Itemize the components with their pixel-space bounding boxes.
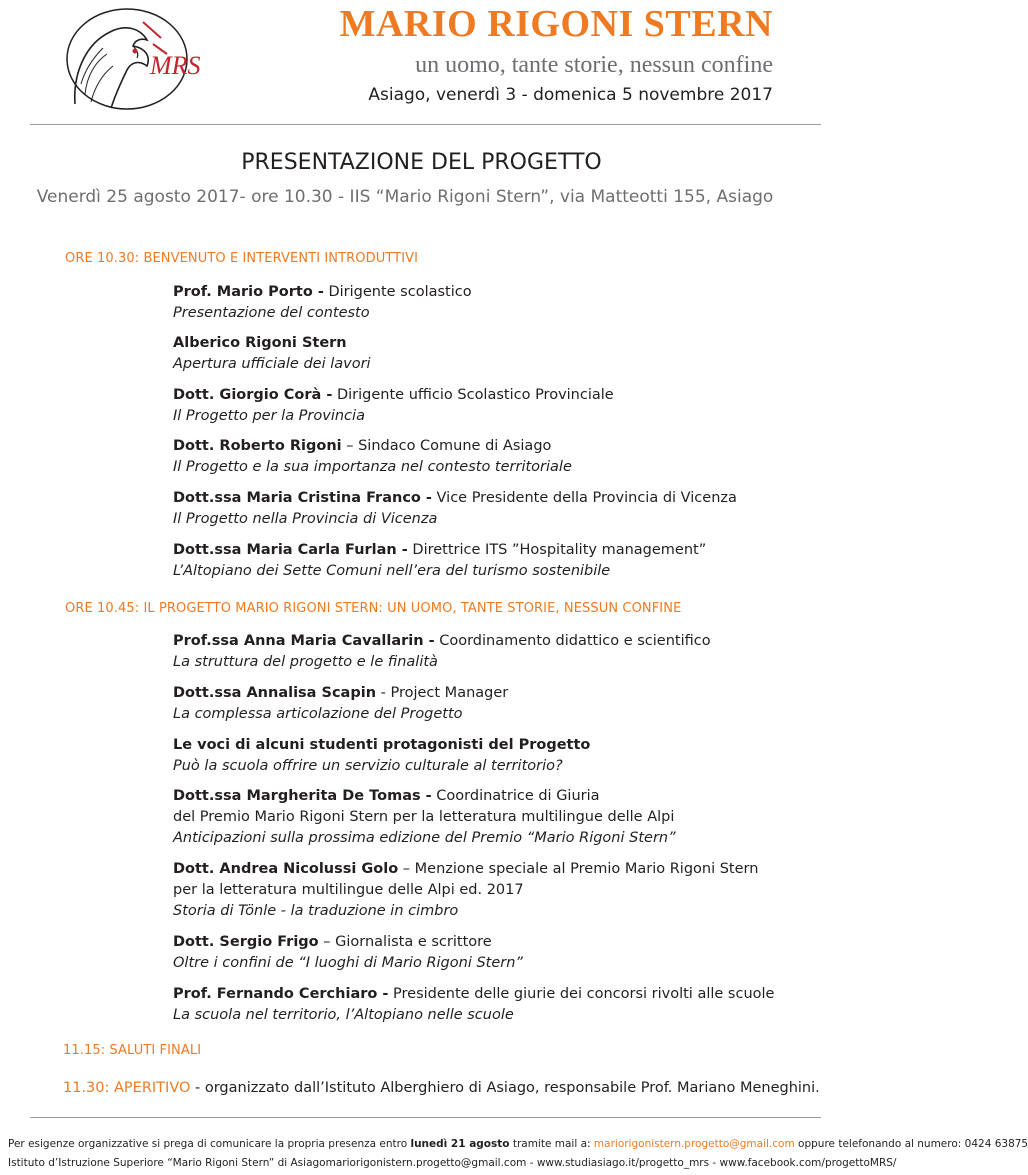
speaker-name: Prof.ssa Anna Maria Cavallarin - <box>173 633 435 649</box>
speaker-role: – Giornalista e scrittore <box>318 934 492 950</box>
footer-divider <box>30 1117 821 1118</box>
section-heading-welcome: ORE 10.30: BENVENUTO E INTERVENTI INTRODUTTIVI <box>65 251 419 266</box>
footer-phone: oppure telefonando al numero: 0424 63875 <box>794 1138 1028 1150</box>
talk-topic: Oltre i confini de “I luoghi di Mario Rigoni Stern” <box>173 955 523 971</box>
talk-topic: L’Altopiano dei Sette Comuni nell’era del turismo sostenibile <box>173 563 611 579</box>
speaker-name: Le voci di alcuni studenti protagonisti del Progetto <box>173 737 591 753</box>
speaker-item <box>173 984 813 1026</box>
event-dates: Asiago, venerdì 3 - domenica 5 novembre 2017 <box>368 85 773 105</box>
event-subtitle: un uomo, tante storie, nessun confine <box>415 52 773 78</box>
talk-topic: Storia di Tönle - la traduzione in cimbro <box>173 903 459 919</box>
header-divider <box>30 124 821 125</box>
speaker-name: Dott.ssa Annalisa Scapin <box>173 685 377 701</box>
eagle-logo-icon <box>55 4 201 114</box>
speaker-role: Coordinamento didattico e scientifico <box>434 633 711 649</box>
presentation-subtitle: Venerdì 25 agosto 2017- ore 10.30 - IIS “Mario Rigoni Stern”, via Matteotti 155, Asiago <box>36 187 774 207</box>
footer-email-link[interactable]: mariorigonistern.progetto@gmail.com <box>593 1138 795 1150</box>
speaker-name: Dott. Roberto Rigoni <box>173 438 342 454</box>
aperitivo-label: 11.30: APERITIVO <box>63 1080 191 1096</box>
speaker-name: Prof. Fernando Cerchiaro - <box>173 986 389 1002</box>
speaker-name: Dott.ssa Margherita De Tomas - <box>173 788 432 804</box>
logo <box>55 4 201 114</box>
speaker-name: Dott. Andrea Nicolussi Golo <box>173 861 399 877</box>
speaker-role: – Menzione speciale al Premio Mario Rigoni Stern <box>398 861 759 877</box>
speaker-role: Vice Presidente della Provincia di Vicenza <box>431 490 737 506</box>
talk-topic: Anticipazioni sulla prossima edizione del Premio “Mario Rigoni Stern” <box>173 830 676 846</box>
speaker-role: Presidente delle giurie dei concorsi rivolti alle scuole <box>388 986 775 1002</box>
talk-topic: Il Progetto per la Provincia <box>173 408 365 424</box>
speaker-item <box>173 385 813 427</box>
talk-topic: La scuola nel territorio, l’Altopiano nelle scuole <box>173 1007 514 1023</box>
speaker-item <box>173 540 813 582</box>
speaker-item <box>173 735 813 777</box>
talk-topic: Apertura ufficiale dei lavori <box>173 356 371 372</box>
logo-mark-text: MRS <box>150 51 201 80</box>
speaker-item <box>173 631 813 673</box>
talk-topic: Presentazione del contesto <box>173 305 370 321</box>
speaker-item <box>173 282 813 324</box>
speaker-item <box>173 859 813 922</box>
speaker-role-extra: del Premio Mario Rigoni Stern per la letteratura multilingue delle Alpi <box>173 809 675 825</box>
event-title: MARIO RIGONI STERN <box>339 3 773 45</box>
footer-rsvp <box>8 1138 1028 1150</box>
speaker-role: Dirigente ufficio Scolastico Provinciale <box>332 387 614 403</box>
speaker-role: Direttrice ITS ”Hospitality management” <box>407 542 707 558</box>
presentation-title: PRESENTAZIONE DEL PROGETTO <box>241 150 602 175</box>
speaker-name: Prof. Mario Porto - <box>173 284 324 300</box>
footer-institute: Istituto d’Istruzione Superiore “Mario Rigoni Stern” di Asiagomariorigonistern.progetto@gmail.com - www.studiasiago.it/progetto_mrs - www.facebook.com/progettoMRS/ <box>8 1157 897 1169</box>
aperitivo-line <box>63 1080 820 1096</box>
speaker-item <box>173 436 813 478</box>
speaker-role-extra: per la letteratura multilingue delle Alpi ed. 2017 <box>173 882 524 898</box>
section-heading-closing: 11.15: SALUTI FINALI <box>63 1043 202 1058</box>
speaker-role: - Project Manager <box>376 685 509 701</box>
speaker-item <box>173 932 813 974</box>
section-heading-project: ORE 10.45: IL PROGETTO MARIO RIGONI STERN: UN UOMO, TANTE STORIE, NESSUN CONFINE <box>65 601 682 616</box>
footer-rsvp-text-2: tramite mail a: <box>509 1138 594 1150</box>
aperitivo-text: - organizzato dall’Istituto Alberghiero di Asiago, responsabile Prof. Mariano Meneghini. <box>190 1080 820 1096</box>
speaker-name: Dott.ssa Maria Cristina Franco - <box>173 490 432 506</box>
talk-topic: Può la scuola offrire un servizio culturale al territorio? <box>173 758 563 774</box>
speaker-name: Dott. Sergio Frigo <box>173 934 319 950</box>
speaker-item <box>173 333 813 375</box>
speaker-item <box>173 683 813 725</box>
talk-topic: Il Progetto nella Provincia di Vicenza <box>173 511 438 527</box>
speaker-name: Alberico Rigoni Stern <box>173 335 347 351</box>
speaker-item <box>173 488 813 530</box>
talk-topic: Il Progetto e la sua importanza nel contesto territoriale <box>173 459 572 475</box>
footer-rsvp-deadline: lunedì 21 agosto <box>410 1138 510 1150</box>
speaker-item <box>173 786 813 849</box>
speaker-name: Dott.ssa Maria Carla Furlan - <box>173 542 408 558</box>
talk-topic: La struttura del progetto e le finalità <box>173 654 438 670</box>
footer-rsvp-text: Per esigenze organizzative si prega di comunicare la propria presenza entro <box>8 1138 411 1150</box>
speaker-role: Dirigente scolastico <box>323 284 472 300</box>
talk-topic: La complessa articolazione del Progetto <box>173 706 463 722</box>
speaker-name: Dott. Giorgio Corà - <box>173 387 333 403</box>
speaker-role: Coordinatrice di Giuria <box>431 788 600 804</box>
speaker-role: – Sindaco Comune di Asiago <box>341 438 552 454</box>
